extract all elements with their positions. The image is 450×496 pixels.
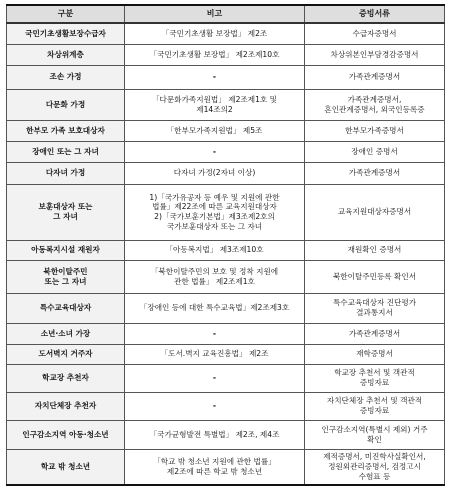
category-cell: 장애인 또는 그 자녀 (7, 141, 125, 162)
note-cell: 「한부모가족지원법」 제5조 (125, 120, 305, 141)
category-cell: 차상위계층 (7, 44, 125, 65)
category-cell: 특수교육대상자 (7, 293, 125, 323)
note-cell: - (125, 65, 305, 89)
table-row (7, 65, 445, 89)
category-cell: 소년·소녀 가장 (7, 323, 125, 344)
category-cell: 다문화 가정 (7, 89, 125, 120)
table-row (7, 260, 445, 293)
docs-cell: 수급자증명서 (305, 23, 445, 44)
note-cell: 「국민기초생활 보장법」 제2조 (125, 23, 305, 44)
header-row (7, 5, 445, 23)
note-cell: - (125, 323, 305, 344)
table-row (7, 89, 445, 120)
docs-cell: 가족관계증명서 (305, 323, 445, 344)
category-cell: 다자녀 가정 (7, 162, 125, 184)
category-cell: 학교 밖 청소년 (7, 449, 125, 485)
note-cell: 「국가균형발전 특별법」 제2조, 제4조 (125, 420, 305, 449)
table-row (7, 344, 445, 364)
category-cell: 북한이탈주민 또는 그 자녀 (7, 260, 125, 293)
table-row (7, 449, 445, 485)
category-cell: 도서벽지 거주자 (7, 344, 125, 364)
header-docs: 증빙서류 (305, 5, 445, 23)
docs-cell: 한부모가족증명서 (305, 120, 445, 141)
docs-cell: 제적증명서, 미진학사실확인서, 정원외관리증명서, 검정고시 수험표 등 (305, 449, 445, 485)
table-row (7, 323, 445, 344)
note-cell: 「장애인 등에 대한 특수교육법」제2조제3호 (125, 293, 305, 323)
category-cell: 자치단체장 추천자 (7, 392, 125, 420)
table-row (7, 141, 445, 162)
table-row (7, 162, 445, 184)
eligibility-table (6, 4, 445, 486)
table-body (7, 23, 445, 485)
docs-cell: 가족관계증명서 (305, 162, 445, 184)
docs-cell: 가족관계증명서 (305, 65, 445, 89)
table-row (7, 364, 445, 392)
docs-cell: 재학증명서 (305, 344, 445, 364)
table-row (7, 23, 445, 44)
category-cell: 국민기초생활보장수급자 (7, 23, 125, 44)
note-cell: 「다문화가족지원법」 제2조제1호 및 제14조의2 (125, 89, 305, 120)
docs-cell: 학교장 추천서 및 객관적 증빙자료 (305, 364, 445, 392)
docs-cell: 특수교육대상자 진단평가 결과통지서 (305, 293, 445, 323)
docs-cell: 인구감소지역(특별시 제외) 거주 확인 (305, 420, 445, 449)
category-cell: 보훈대상자 또는 그 자녀 (7, 184, 125, 240)
table-row (7, 120, 445, 141)
category-cell: 아동복지시설 재원자 (7, 240, 125, 260)
docs-cell: 북한이탈주민등록 확인서 (305, 260, 445, 293)
table-header (7, 5, 445, 23)
note-cell: - (125, 364, 305, 392)
note-cell: 1)「국가유공자 등 예우 및 지원에 관한 법률」제22조에 따른 교육지원대상자 2)「국가보훈기본법」제3조제2호의 국가보훈대상자 또는 그 자녀 (125, 184, 305, 240)
docs-cell: 교육지원대상자증명서 (305, 184, 445, 240)
note-cell: 「북한이탈주민의 보호 및 정착 지원에 관한 법률」 제2조제1호 (125, 260, 305, 293)
docs-cell: 재원확인 증명서 (305, 240, 445, 260)
note-cell: 「학교 밖 청소년 지원에 관한 법률」 제2조에 따른 학교 밖 청소년 (125, 449, 305, 485)
category-cell: 학교장 추천자 (7, 364, 125, 392)
docs-cell: 가족관계증명서, 혼인관계증명서, 외국인등록증 (305, 89, 445, 120)
note-cell: - (125, 141, 305, 162)
note-cell: - (125, 392, 305, 420)
category-cell: 인구감소지역 아동·청소년 (7, 420, 125, 449)
table-row (7, 293, 445, 323)
table-row (7, 184, 445, 240)
docs-cell: 자치단체장 추천서 및 객관적 증빙자료 (305, 392, 445, 420)
note-cell: 「도서.벽지 교육진흥법」 제2조 (125, 344, 305, 364)
table-row (7, 44, 445, 65)
table-row (7, 420, 445, 449)
table-row (7, 240, 445, 260)
note-cell: 「아동복지법」 제3조제10호 (125, 240, 305, 260)
category-cell: 조손 가정 (7, 65, 125, 89)
header-note: 비고 (125, 5, 305, 23)
note-cell: 「국민기초생활 보장법」 제2조제10호 (125, 44, 305, 65)
docs-cell: 장애인 증명서 (305, 141, 445, 162)
header-category: 구분 (7, 5, 125, 23)
docs-cell: 차상위본인부담경감증명서 (305, 44, 445, 65)
table-row (7, 392, 445, 420)
category-cell: 한부모 가족 보호대상자 (7, 120, 125, 141)
note-cell: 다자녀 가정(2자녀 이상) (125, 162, 305, 184)
